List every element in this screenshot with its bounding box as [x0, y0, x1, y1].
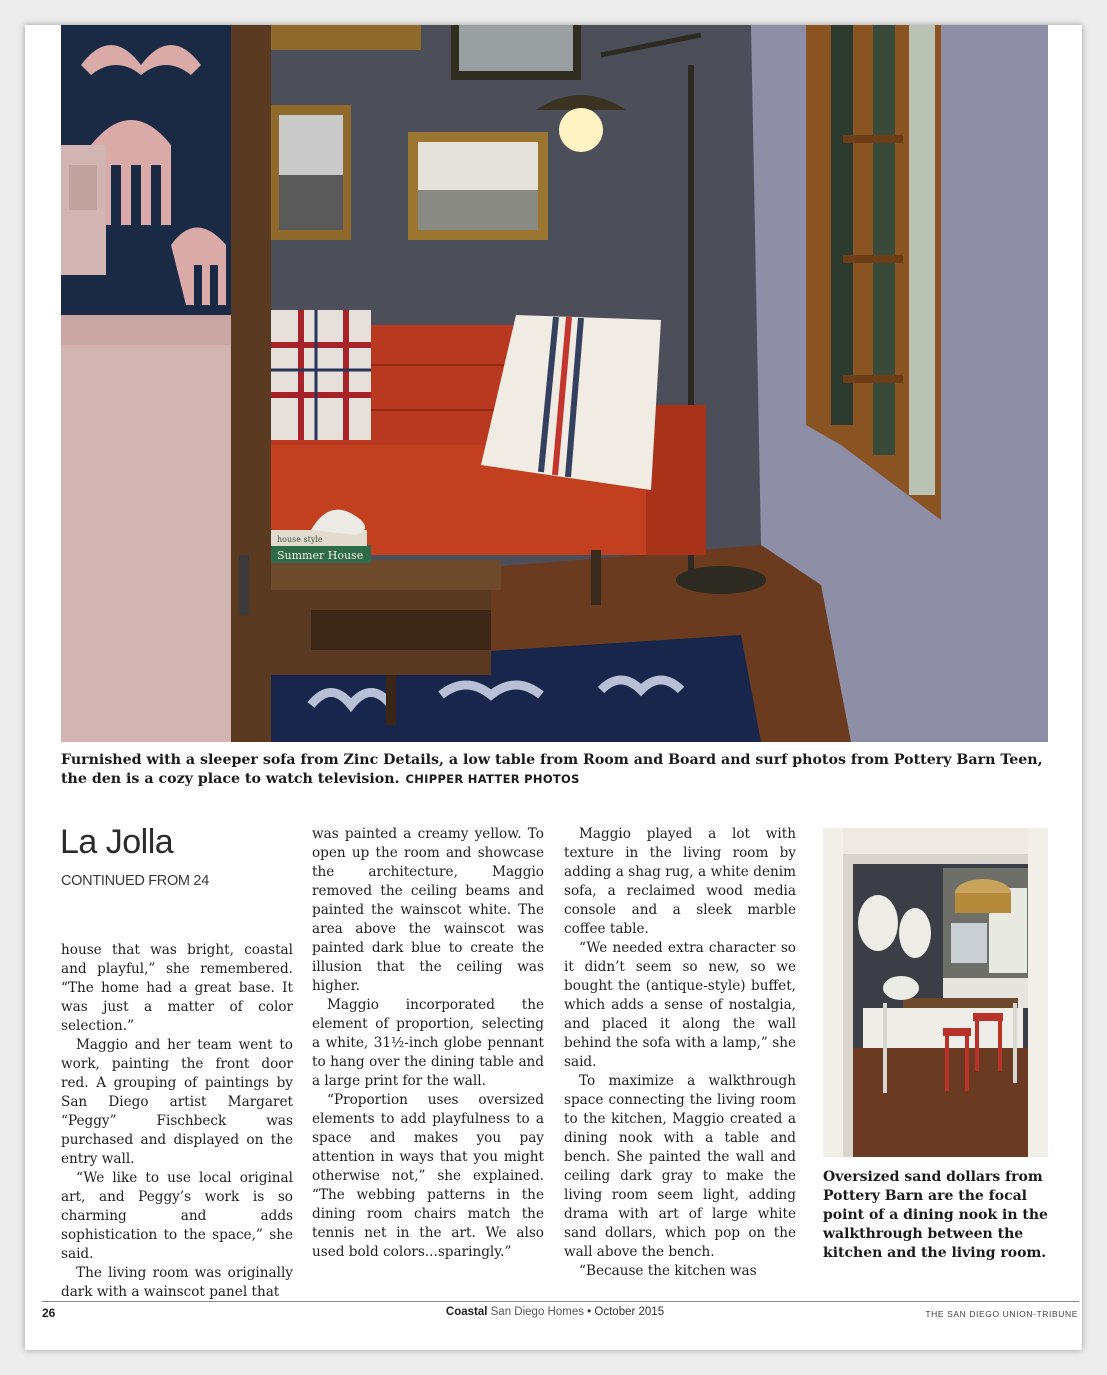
- book-title: Summer House: [277, 549, 364, 562]
- paragraph: “We needed extra character so it didn’t seem so new, so we bought the (antique-style) buffet, which adds a sense of nostalgia, and placed it along the wall behind the sofa with a lamp,” she said.: [564, 940, 796, 1070]
- magazine-page: [25, 25, 1082, 1350]
- paragraph: Maggio played a lot with texture in the living room by adding a shag rug, a white denim sofa, a reclaimed wood media console and a sleek marble coffee table.: [564, 826, 796, 937]
- paragraph: house that was bright, coastal and playful,” she remembered. “The home had a great base. It was just a matter of color selection.”: [61, 942, 293, 1034]
- continued-from: CONTINUED FROM 24: [61, 873, 209, 889]
- paragraph: Maggio incorporated the element of proportion, selecting a white, 31½-inch globe pennant to hang over the dining table and a large print for the wall.: [312, 997, 544, 1089]
- page-number: 26: [42, 1306, 56, 1320]
- paragraph: was painted a creamy yellow. To open up the room and showcase the architecture, Maggio removed the ceiling beams and painted the wainscot white. The area above the wainscot was painted dark blue to create the illusion that the ceiling was higher.: [312, 826, 544, 994]
- book-title-2: house style: [277, 535, 323, 544]
- article-column-3: [564, 825, 796, 1281]
- photo-credit: CHIPPER HATTER PHOTOS: [405, 772, 580, 786]
- paragraph: “We like to use local original art, and Peggy’s work is so charming and adds sophistication to the space,” she said.: [61, 1170, 293, 1262]
- article-column-1: [61, 941, 293, 1302]
- brand-name: Coastal: [445, 1306, 488, 1318]
- paragraph: To maximize a walkthrough space connecting the living room to the kitchen, Maggio created a dining nook with a table and bench. She painted the wall and ceiling dark gray to make the living room seem light, adding drama with art of large white sand dollars, which pop on the wall above the bench.: [564, 1073, 796, 1260]
- newspaper-name: THE SAN DIEGO UNION-TRIBUNE: [925, 1309, 1078, 1319]
- den-illustration: [61, 25, 1048, 742]
- section-title: La Jolla: [60, 823, 174, 861]
- dining-nook-photo: [823, 828, 1048, 1157]
- article-column-2: [312, 825, 544, 1262]
- paragraph: The living room was originally dark with a wainscot panel that: [61, 1265, 293, 1300]
- main-caption-text: Furnished with a sleeper sofa from Zinc Details, a low table from Room and Board and surf photos from Pottery Barn Teen, the den is a cozy place to watch television.: [61, 752, 1043, 787]
- publication-line: [325, 1306, 785, 1318]
- paragraph: Maggio and her team went to work, painting the front door red. A grouping of paintings by San Diego artist Margaret “Peggy” Fischbeck was purchased and displayed on the entry wall.: [61, 1037, 293, 1167]
- paragraph: “Because the kitchen was: [579, 1263, 757, 1279]
- den-photo: [61, 25, 1048, 742]
- dining-nook-illustration: [823, 828, 1048, 1157]
- main-photo-caption: [61, 751, 1051, 789]
- issue-date: October 2015: [594, 1306, 665, 1318]
- publication-name: San Diego Homes: [490, 1306, 584, 1318]
- side-photo-caption: Oversized sand dollars from Pottery Barn are the focal point of a dining nook in the walkthrough between the kitchen and the living room.: [823, 1169, 1048, 1261]
- footer-divider: [42, 1301, 1079, 1302]
- paragraph: “Proportion uses oversized elements to add playfulness to a space and makes you pay attention in ways that you might otherwise not,” she explained. “The webbing patterns in the dining room chairs match the tennis net in the art. We also used bold colors...sparingly.”: [312, 1092, 544, 1260]
- separator: •: [587, 1306, 592, 1318]
